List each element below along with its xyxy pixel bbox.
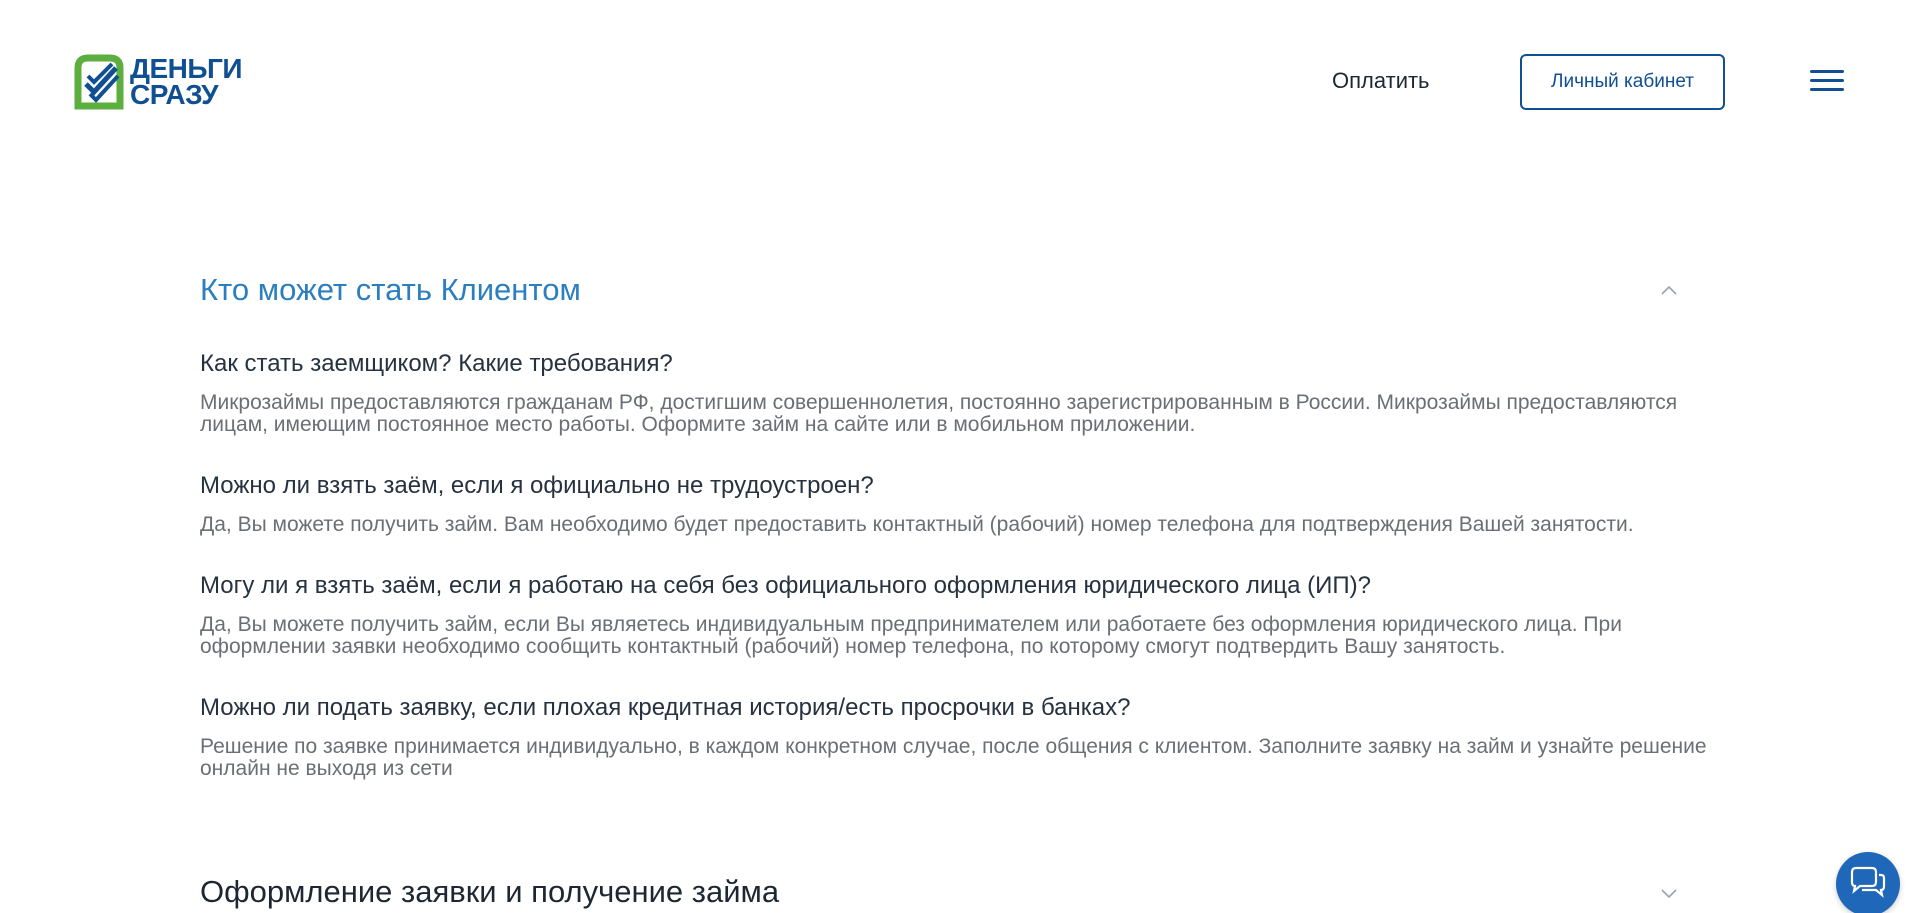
faq-answer: Да, Вы можете получить займ. Вам необходимо будет предоставить контактный (рабочий) номер телефона для подтверждения Вашей занятости. xyxy=(200,513,1634,536)
site-header xyxy=(0,0,1919,164)
chevron-down-icon[interactable] xyxy=(1660,884,1678,902)
faq-section-title: Оформление заявки и получение займа xyxy=(200,874,780,909)
faq-answer: Микрозаймы предоставляются гражданам РФ, достигшим совершеннолетия, постоянно зарегистрированным в России. Микрозаймы предоставляются лицам, имеющим постоянное место работы. Оформите займ на сайте или в мобильном приложении. xyxy=(200,391,1678,436)
logo-link[interactable] xyxy=(74,52,244,112)
chat-bubbles-icon xyxy=(1848,864,1888,904)
faq-item xyxy=(200,694,1710,780)
pay-link[interactable]: Оплатить xyxy=(1332,68,1430,93)
logo-line-2: СРАЗУ xyxy=(130,79,219,110)
faq-question: Можно ли взять заём, если я официально не трудоустроен? xyxy=(200,472,874,499)
faq-section-clients xyxy=(200,260,1710,816)
logo-text xyxy=(130,53,242,110)
faq-item xyxy=(200,472,1710,536)
faq-list xyxy=(200,350,1710,780)
chevron-up-icon[interactable] xyxy=(1660,282,1678,300)
faq-answer: Решение по заявке принимается индивидуально, в каждом конкретном случае, после общения с клиентом. Заполните заявку на займ и узнайте решение онлайн не выходя из сети xyxy=(200,735,1707,780)
faq-item xyxy=(200,572,1710,658)
faq-question: Можно ли подать заявку, если плохая кредитная история/есть просрочки в банках? xyxy=(200,694,1131,721)
faq-section-header[interactable] xyxy=(200,260,1710,320)
faq-section-application[interactable] xyxy=(200,862,1710,913)
chat-button[interactable] xyxy=(1836,852,1900,913)
faq-question: Как стать заемщиком? Какие требования? xyxy=(200,350,673,377)
faq-section-title: Кто может стать Клиентом xyxy=(200,272,581,307)
hamburger-line xyxy=(1810,88,1844,91)
hamburger-line xyxy=(1810,70,1844,73)
personal-cabinet-button[interactable]: Личный кабинет xyxy=(1520,54,1725,110)
hamburger-line xyxy=(1810,79,1844,82)
hamburger-icon[interactable] xyxy=(1810,70,1844,94)
faq-answer: Да, Вы можете получить займ, если Вы являетесь индивидуальным предпринимателем или работаете без оформления юридического лица. При оформлении заявки необходимо сообщить контактный (рабочий) номер телефона, по которому смогут подтвердить Вашу занятость. xyxy=(200,613,1622,658)
logo-icon xyxy=(74,54,124,110)
logo-line-1: ДЕНЬГИ xyxy=(130,53,242,84)
faq-section-header[interactable] xyxy=(200,862,1710,913)
faq-question: Могу ли я взять заём, если я работаю на себя без официального оформления юридического лица (ИП)? xyxy=(200,572,1371,599)
faq-item xyxy=(200,350,1710,436)
